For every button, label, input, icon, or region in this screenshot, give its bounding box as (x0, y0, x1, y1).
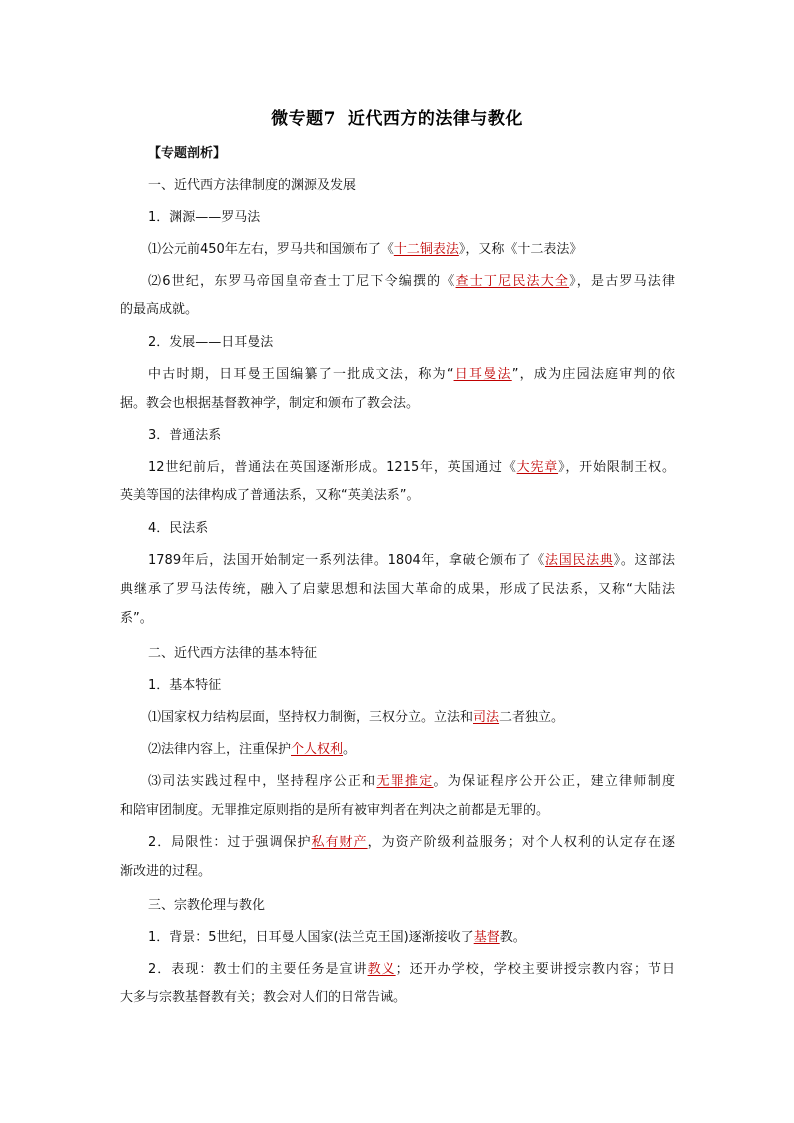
section-heading-2: 二、近代西方法律的基本特征 (148, 646, 318, 661)
answer-individual-rights: 个人权利 (291, 742, 344, 757)
paragraph-justinian-line1 (148, 273, 675, 291)
paragraph-manifestation-line2: 大多与宗教基督教有关；教会对人们的日常告诫。 (120, 990, 407, 1005)
paragraph-germanic-line2: 据。教会也根据基督教神学，制定和颁布了教会法。 (120, 396, 420, 411)
text-segment: 教。 (499, 930, 526, 945)
subheading-basic-features: 1．基本特征 (148, 678, 222, 693)
section-heading-1: 一、近代西方法律制度的渊源及发展 (148, 178, 357, 193)
page-title (0, 104, 794, 129)
text-segment: 二者独立。 (499, 710, 565, 725)
paragraph-justinian-line2: 的最高成就。 (120, 302, 199, 317)
text-segment: ⑶司法实践过程中，坚持程序公正和 (148, 774, 377, 789)
answer-napoleonic-code: 法国民法典 (544, 553, 614, 568)
answer-private-property: 私有财产 (311, 835, 368, 850)
paragraph-limitations-line1 (148, 834, 675, 852)
subheading-development: 2．发展——日耳曼法 (148, 335, 274, 350)
section-label-analysis: 【专题剖析】 (148, 146, 227, 161)
paragraph-individual-rights (148, 741, 356, 759)
answer-justinian-code: 查士丁尼民法大全 (455, 274, 570, 289)
paragraph-civil-law-line1 (148, 552, 675, 570)
answer-presumption-of-innocence: 无罪推定 (376, 774, 434, 789)
text-segment: ⑴公元前450年左右，罗马共和国颁布了《 (148, 242, 394, 257)
paragraph-manifestation-line1 (148, 961, 675, 979)
paragraph-background (148, 929, 526, 947)
paragraph-civil-law-line2: 典继承了罗马法传统，融入了启蒙思想和法国大革命的成果，形成了民法系，又称“大陆法 (120, 582, 675, 597)
paragraph-common-law-line1 (148, 459, 675, 477)
text-segment: ⑵法律内容上，注重保护 (148, 742, 292, 757)
text-segment: 中古时期，日耳曼王国编纂了一批成文法，称为“ (148, 367, 454, 382)
text-segment: 12世纪前后，普通法在英国逐渐形成。1215年，英国通过《 (148, 460, 517, 475)
answer-germanic-law: 日耳曼法 (453, 367, 512, 382)
text-segment: 1789年后，法国开始制定一系列法律。1804年，拿破仑颁布了《 (148, 553, 545, 568)
paragraph-presumption-line2: 和陪审团制度。无罪推定原则指的是所有被审判者在判决之前都是无罪的。 (120, 803, 550, 818)
answer-twelve-tables: 十二铜表法 (393, 242, 459, 257)
answer-christ: 基督 (473, 930, 500, 945)
paragraph-limitations-line2: 渐改进的过程。 (120, 864, 212, 879)
subheading-civil-law: 4．民法系 (148, 521, 209, 536)
text-segment: 。为保证程序公开公正，建立律师制度 (433, 774, 675, 789)
section-heading-3: 三、宗教伦理与教化 (148, 898, 266, 913)
text-segment: ”，成为庄园法庭审判的依 (511, 367, 675, 382)
text-segment: 。 (343, 742, 357, 757)
answer-magna-carta: 大宪章 (516, 460, 559, 475)
text-segment: ，为资产阶级利益服务；对个人权利的认定存在逐 (367, 835, 675, 850)
paragraph-germanic-line1 (148, 366, 675, 384)
paragraph-presumption-line1 (148, 773, 675, 791)
title-text: 近代西方的法律与教化 (347, 109, 523, 129)
text-segment: 》，开始限制王权。 (558, 460, 675, 475)
paragraph-common-law-line2: 英美等国的法律构成了普通法系，又称“英美法系”。 (120, 488, 420, 503)
subheading-common-law: 3．普通法系 (148, 428, 222, 443)
text-segment: 》，又称《十二表法》 (458, 242, 583, 257)
subheading-origin: 1．渊源——罗马法 (148, 210, 261, 225)
answer-judiciary: 司法 (473, 710, 500, 725)
text-segment: ；还开办学校，学校主要讲授宗教内容；节日 (395, 962, 675, 977)
paragraph-civil-law-line3: 系”。 (120, 611, 153, 626)
text-segment: 2．表现：教士们的主要任务是宣讲 (148, 962, 368, 977)
title-number: 微专题7 (271, 109, 336, 129)
text-segment: 2．局限性：过于强调保护 (148, 835, 312, 850)
answer-doctrine: 教义 (367, 962, 396, 977)
text-segment: 》，是古罗马法律 (569, 274, 675, 289)
text-segment: ⑴国家权力结构层面，坚持权力制衡，三权分立。立法和 (148, 710, 474, 725)
paragraph-separation-of-powers (148, 709, 564, 727)
text-segment: 》。这部法 (613, 553, 675, 568)
text-segment: 1．背景：5世纪，日耳曼人国家(法兰克王国)逐渐接收了 (148, 930, 474, 945)
paragraph-twelve-tables (148, 241, 582, 259)
text-segment: ⑵6世纪，东罗马帝国皇帝查士丁尼下令编撰的《 (148, 274, 456, 289)
